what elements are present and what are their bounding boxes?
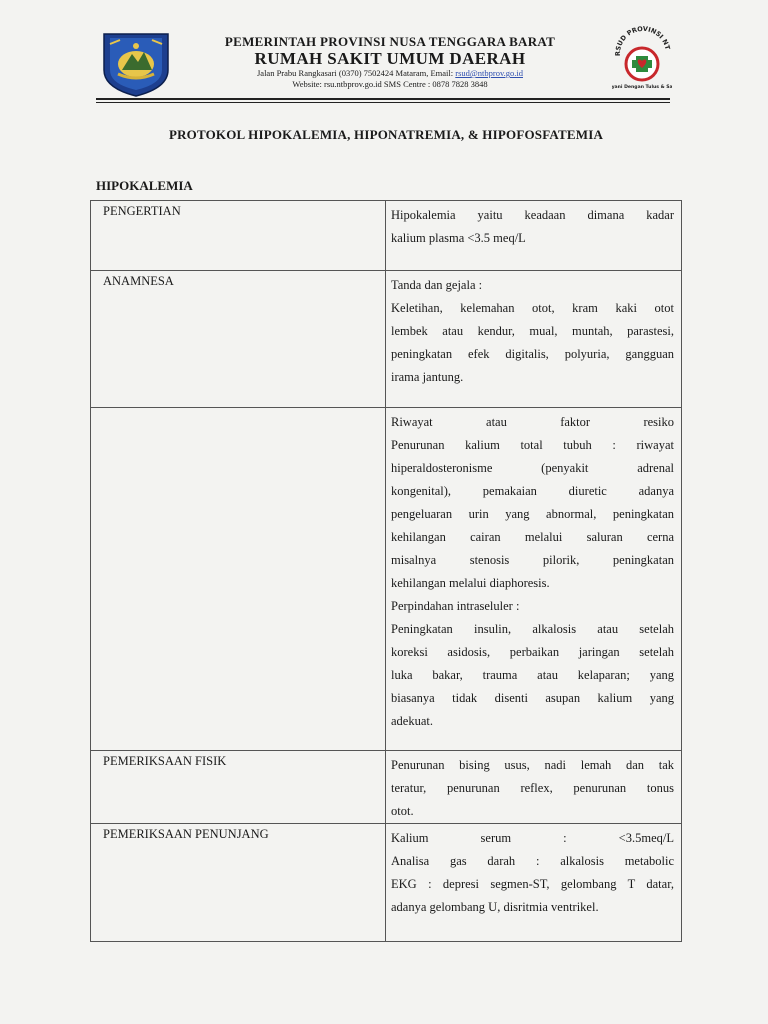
content-line: Riwayat atau faktor resiko: [391, 415, 674, 429]
row-content: [386, 824, 682, 942]
content-line: kalium plasma <3.5 meq/L: [391, 231, 526, 245]
row-label: PEMERIKSAAN PENUNJANG: [91, 824, 386, 942]
table-row: [91, 751, 682, 824]
content-line: Penurunan kalium total tubuh : riwayat: [391, 438, 674, 452]
protocol-table: [90, 200, 682, 942]
content-line: misalnya stenosis pilorik, peningkatan: [391, 553, 674, 567]
content-line: Penurunan bising usus, nadi lemah dan tak: [391, 758, 674, 772]
letterhead: [180, 34, 600, 90]
government-name: PEMERINTAH PROVINSI NUSA TENGGARA BARAT: [224, 34, 556, 49]
content-line: adanya gelombang U, disritmia ventrikel.: [391, 900, 599, 914]
content-line: biasanya tidak disenti asupan kalium yang: [391, 691, 674, 705]
rsud-logo: [612, 26, 672, 102]
content-line: adekuat.: [391, 714, 433, 728]
content-line: luka bakar, trauma atau kelaparan; yang: [391, 668, 674, 682]
hospital-name: RUMAH SAKIT UMUM DAERAH: [254, 49, 526, 68]
content-line: Kalium serum : <3.5meq/L: [391, 831, 674, 845]
email-link[interactable]: rsud@ntbprov.go.id: [455, 68, 523, 78]
province-emblem-logo: [100, 30, 172, 98]
row-label: [91, 408, 386, 751]
content-line: Perpindahan intraseluler :: [391, 599, 520, 613]
content-line: teratur, penurunan reflex, penurunan tonus: [391, 781, 674, 795]
section-title: HIPOKALEMIA: [96, 178, 193, 193]
letterhead-divider-thin: [96, 102, 670, 103]
table-row: [91, 271, 682, 408]
letterhead-divider-thick: [96, 98, 670, 100]
content-line: EKG : depresi segmen-ST, gelombang T datar,: [391, 877, 674, 891]
row-label: PENGERTIAN: [91, 201, 386, 271]
content-line: peningkatan efek digitalis, polyuria, gangguan: [391, 347, 674, 361]
content-line: Keletihan, kelemahan otot, kram kaki otot: [391, 301, 674, 315]
document-title: PROTOKOL HIPOKALEMIA, HIPONATREMIA, & HIPOFOSFATEMIA: [168, 127, 604, 142]
table-row: [91, 824, 682, 942]
row-content: [386, 201, 682, 271]
content-line: kehilangan cairan melalui saluran cerna: [391, 530, 674, 544]
content-line: Analisa gas darah : alkalosis metabolic: [391, 854, 674, 868]
content-line: Tanda dan gejala :: [391, 278, 483, 292]
content-line: Hipokalemia yaitu keadaan dimana kadar: [391, 208, 674, 222]
content-line: kongenital), pemakaian diuretic adanya: [391, 484, 674, 498]
table-row: [91, 408, 682, 751]
address-line: [180, 68, 600, 79]
table-row: [91, 201, 682, 271]
row-label: PEMERIKSAAN FISIK: [91, 751, 386, 824]
rsud-logo-text: RSUD PROVINSI NT: [613, 26, 672, 57]
content-line: kehilangan melalui diaphoresis.: [391, 576, 550, 590]
content-line: irama jantung.: [391, 370, 464, 384]
content-line: otot.: [391, 804, 414, 818]
content-line: koreksi asidosis, perbaikan jaringan setelah: [391, 645, 674, 659]
content-line: Peningkatan insulin, alkalosis atau setelah: [391, 622, 674, 636]
website-line: Website: rsu.ntbprov.go.id SMS Centre : 0878 7828 3848: [292, 79, 488, 89]
content-line: pengeluaran urin yang abnormal, peningkatan: [391, 507, 674, 521]
content-line: lembek atau kendur, mual, muntah, parastesi,: [391, 324, 674, 338]
content-line: hiperaldosteronisme (penyakit adrenal: [391, 461, 674, 475]
rsud-logo-motto: yani Dengan Tulus & Sa: [612, 85, 672, 90]
row-content: [386, 751, 682, 824]
address-text: Jalan Prabu Rangkasari (0370) 7502424 Mataram, Email:: [256, 68, 456, 78]
row-content: [386, 408, 682, 751]
row-label: ANAMNESA: [91, 271, 386, 408]
row-content: [386, 271, 682, 408]
